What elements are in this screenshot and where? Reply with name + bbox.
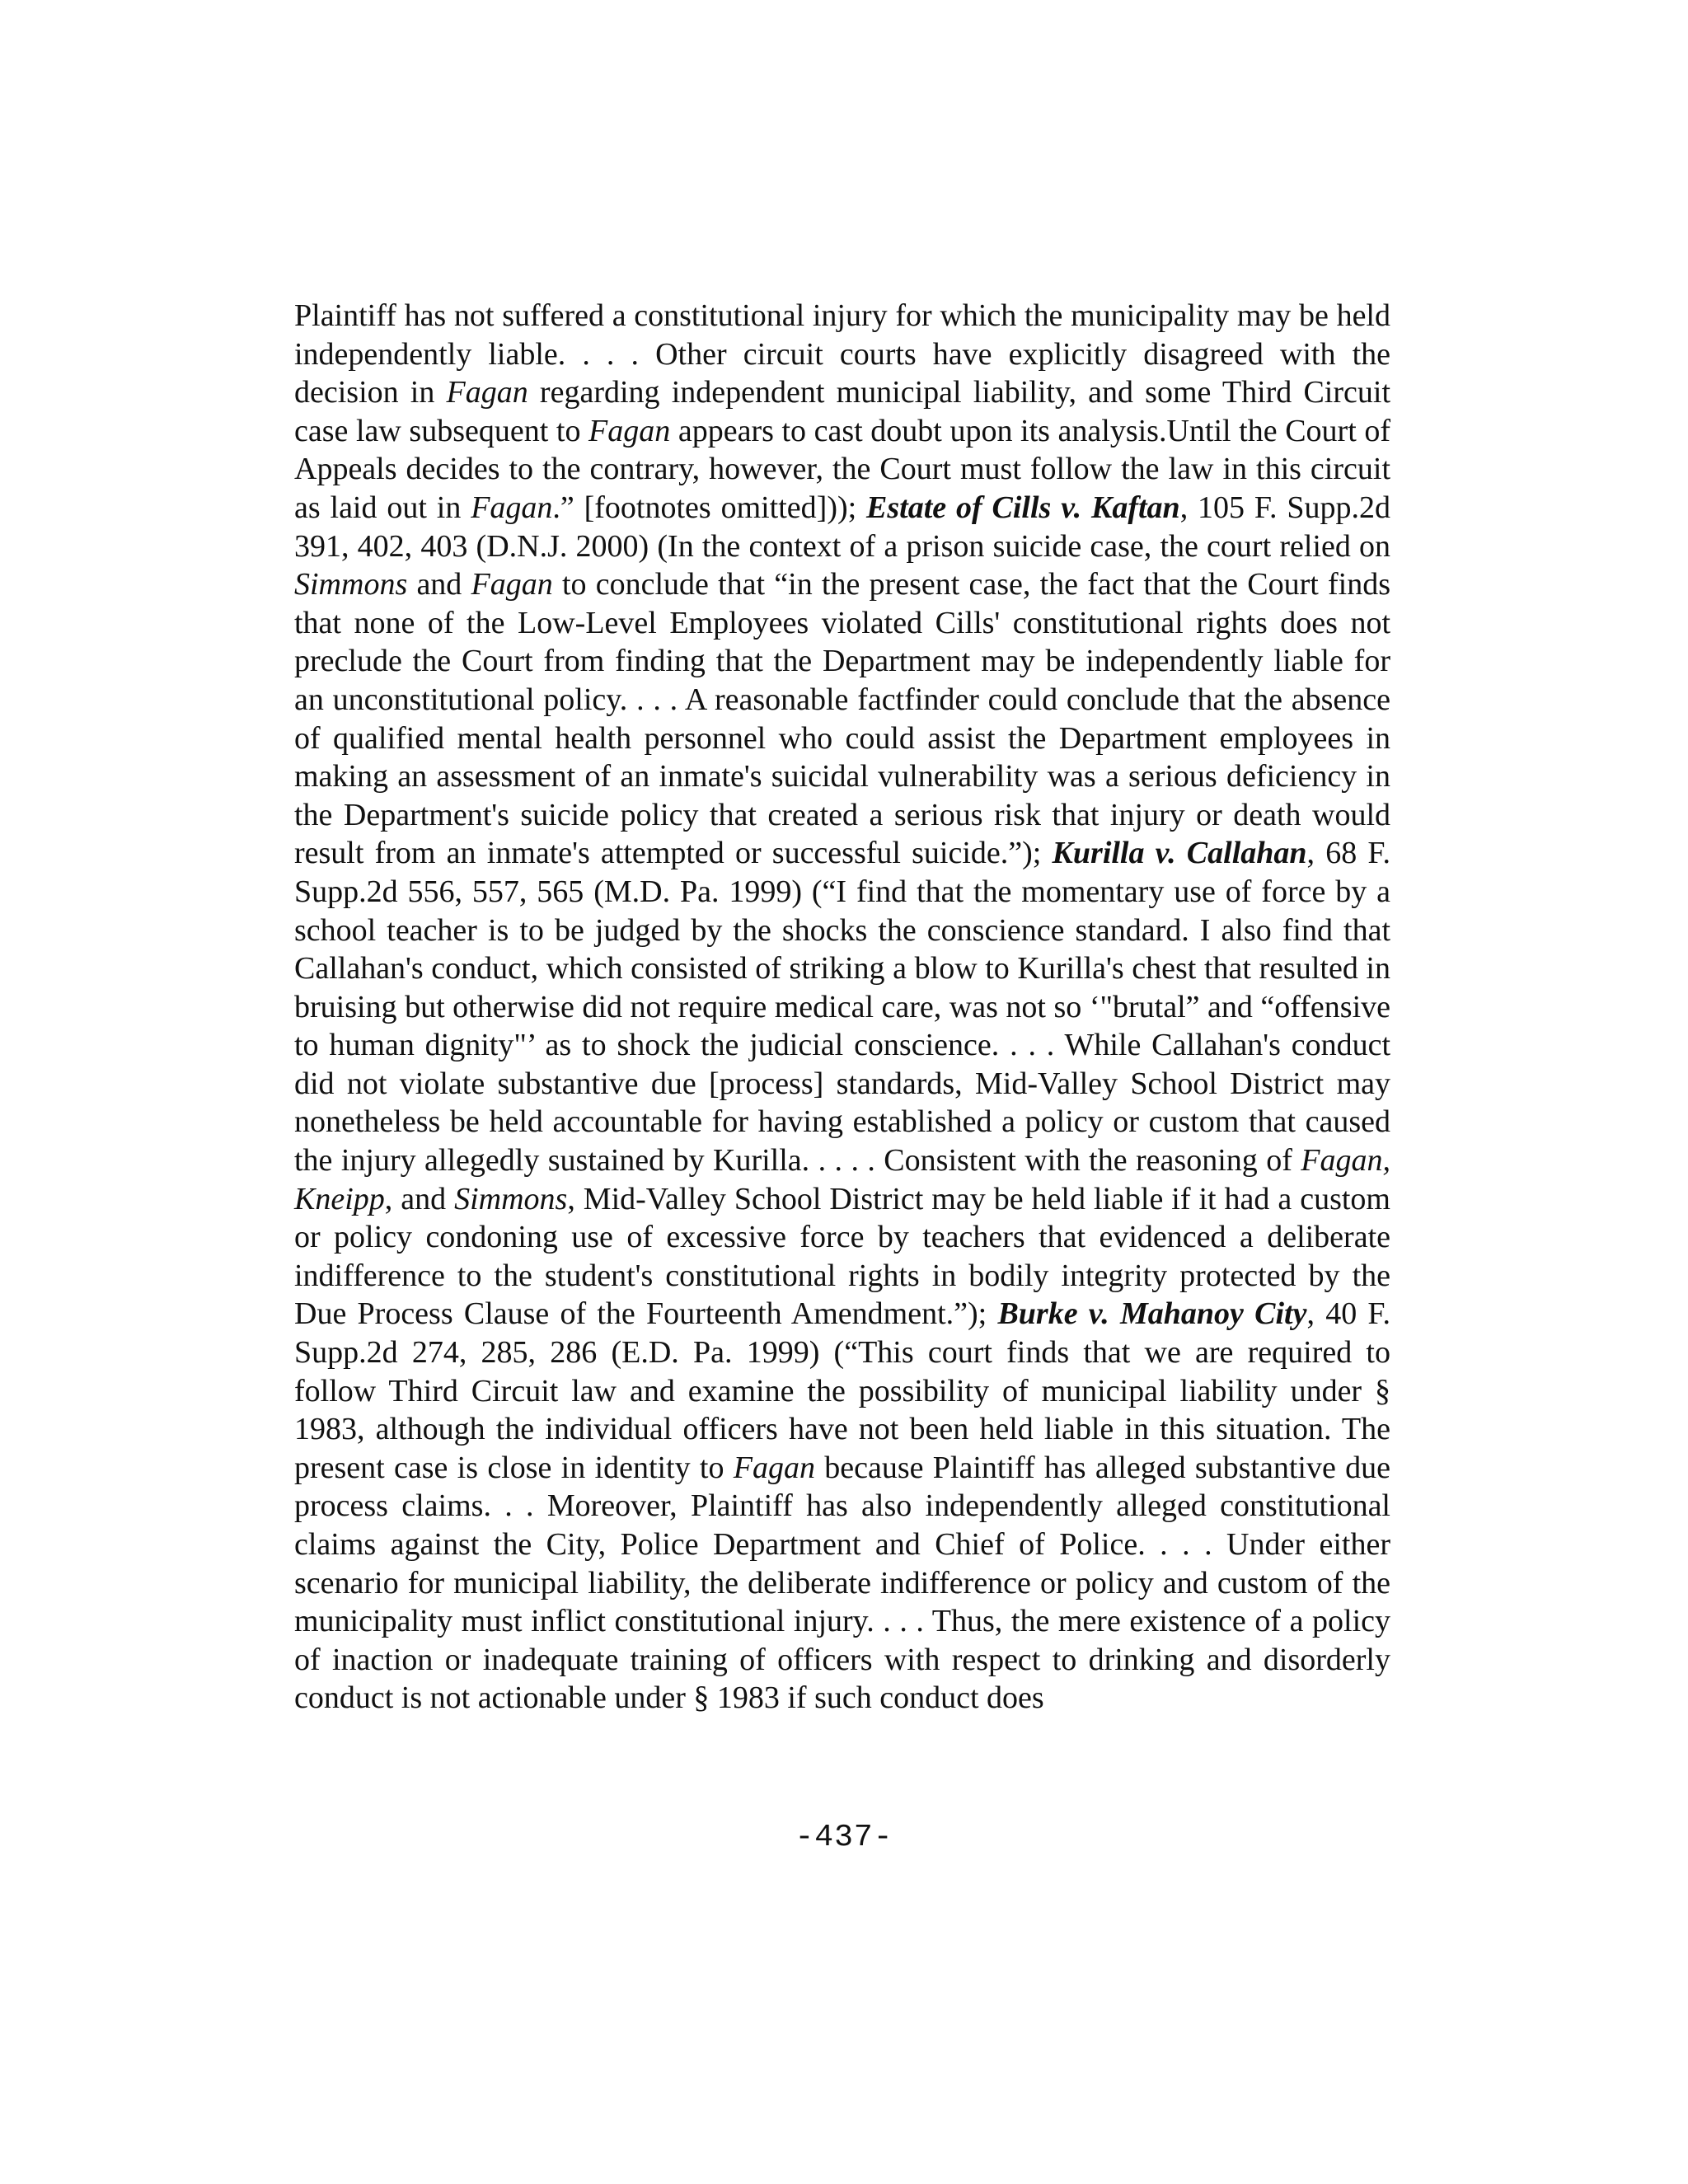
text-run: , and	[384, 1181, 455, 1216]
text-run: , Mid-Valley School District may be held liable if it had a custom or policy condoning use of excessive force by teachers that evidenced a deliberate indifference to the student's constitutional rights in bodily integrity protected by the Due Process Clause of the Fourteenth Amendment.”);	[294, 1181, 1390, 1332]
body-paragraph	[294, 297, 1390, 1718]
text-run: , 40 F. Supp.2d 274, 285, 286 (E.D. Pa. 1999) (“This court finds that we are required to follow Third Circuit law and examine the possibility of municipal liability under § 1983, although the individual officers have not been held liable in this situation. The present case is close in identity to	[294, 1296, 1391, 1485]
text-run: regarding independent municipal liability, and some Third Circuit case law subsequent to	[294, 375, 1391, 448]
text-run: and	[407, 567, 471, 602]
case-citation-name: Burke v. Mahanoy City	[997, 1296, 1307, 1332]
case-citation	[1053, 836, 1307, 870]
italic-case-reference: Simmons	[294, 567, 408, 602]
case-citation-name: Estate of Cills v. Kaftan	[866, 490, 1180, 525]
text-run: Plaintiff has not suffered a constitutional injury for which the municipality may be held independently liable. . . . Other circuit courts have explicitly disagreed with the decision in	[294, 298, 1390, 410]
italic-case-reference: Simmons	[454, 1181, 568, 1216]
page-number: -437-	[795, 1820, 893, 1855]
italic-case-reference: Fagan	[733, 1450, 815, 1485]
text-run: , 68 F. Supp.2d 556, 557, 565 (M.D. Pa. 1999) (“I find that the momentary use of force by a school teacher is to be judged by the shocks the conscience standard. I also find that Callahan's conduct, which consisted of striking a blow to Kurilla's chest that resulted in bruising but otherwise did not require medical care, was not so ‘"brutal” and “offensive to human dignity"’ as to shock the judicial conscience. . . . While Callahan's conduct did not violate substantive due [process] standards, Mid-Valley School District may nonetheless be held accountable for having established a policy or custom that caused the injury allegedly sustained by Kurilla. . . . . Consistent with the reasoning of	[294, 836, 1391, 1179]
italic-case-reference: Fagan	[446, 375, 528, 410]
text-run: .” [footnotes omitted]));	[552, 490, 867, 525]
case-citation	[866, 490, 1180, 525]
text-run: , 105 F. Supp.2d 391, 402, 403 (D.N.J. 2000) (In the context of a prison suicide case, the court relied on	[294, 490, 1390, 564]
text-run: because Plaintiff has alleged substantive due process claims. . . Moreover, Plaintiff has also independently alleged constitutional claims against the City, Police Department and Chief of Police. . . . Under either scenario for municipal liability, the deliberate indifference or policy and custom of the municipality must inflict constitutional injury. . . . Thus, the mere existence of a policy of inaction or inadequate training of officers with respect to drinking and disorderly conduct is not actionable under § 1983 if such conduct does	[294, 1450, 1390, 1716]
italic-case-reference: Fagan	[588, 413, 671, 448]
text-run: to conclude that “in the present case, the fact that the Court finds that none of the Low-Level Employees violated Cills' constitutional rights does not preclude the Court from finding that the Department may be independently liable for an unconstitutional policy. . . . A reasonable factfinder could conclude that the absence of qualified mental health personnel who could assist the Department employees in making an assessment of an inmate's suicidal vulnerability was a serious deficiency in the Department's suicide policy that created a serious risk that injury or death would result from an inmate's attempted or successful suicide.”);	[294, 567, 1390, 871]
case-citation-name: Kurilla v. Callahan	[1052, 836, 1307, 871]
italic-case-reference: Fagan	[471, 567, 553, 602]
italic-case-reference: Fagan, Kneipp	[294, 1143, 1390, 1216]
text-run: appears to cast doubt upon its analysis.Until the Court of Appeals decides to the contrary, however, the Court must follow the law in this circuit as laid out in	[294, 413, 1390, 525]
italic-case-reference: Fagan	[471, 490, 553, 525]
case-citation	[997, 1296, 1306, 1331]
